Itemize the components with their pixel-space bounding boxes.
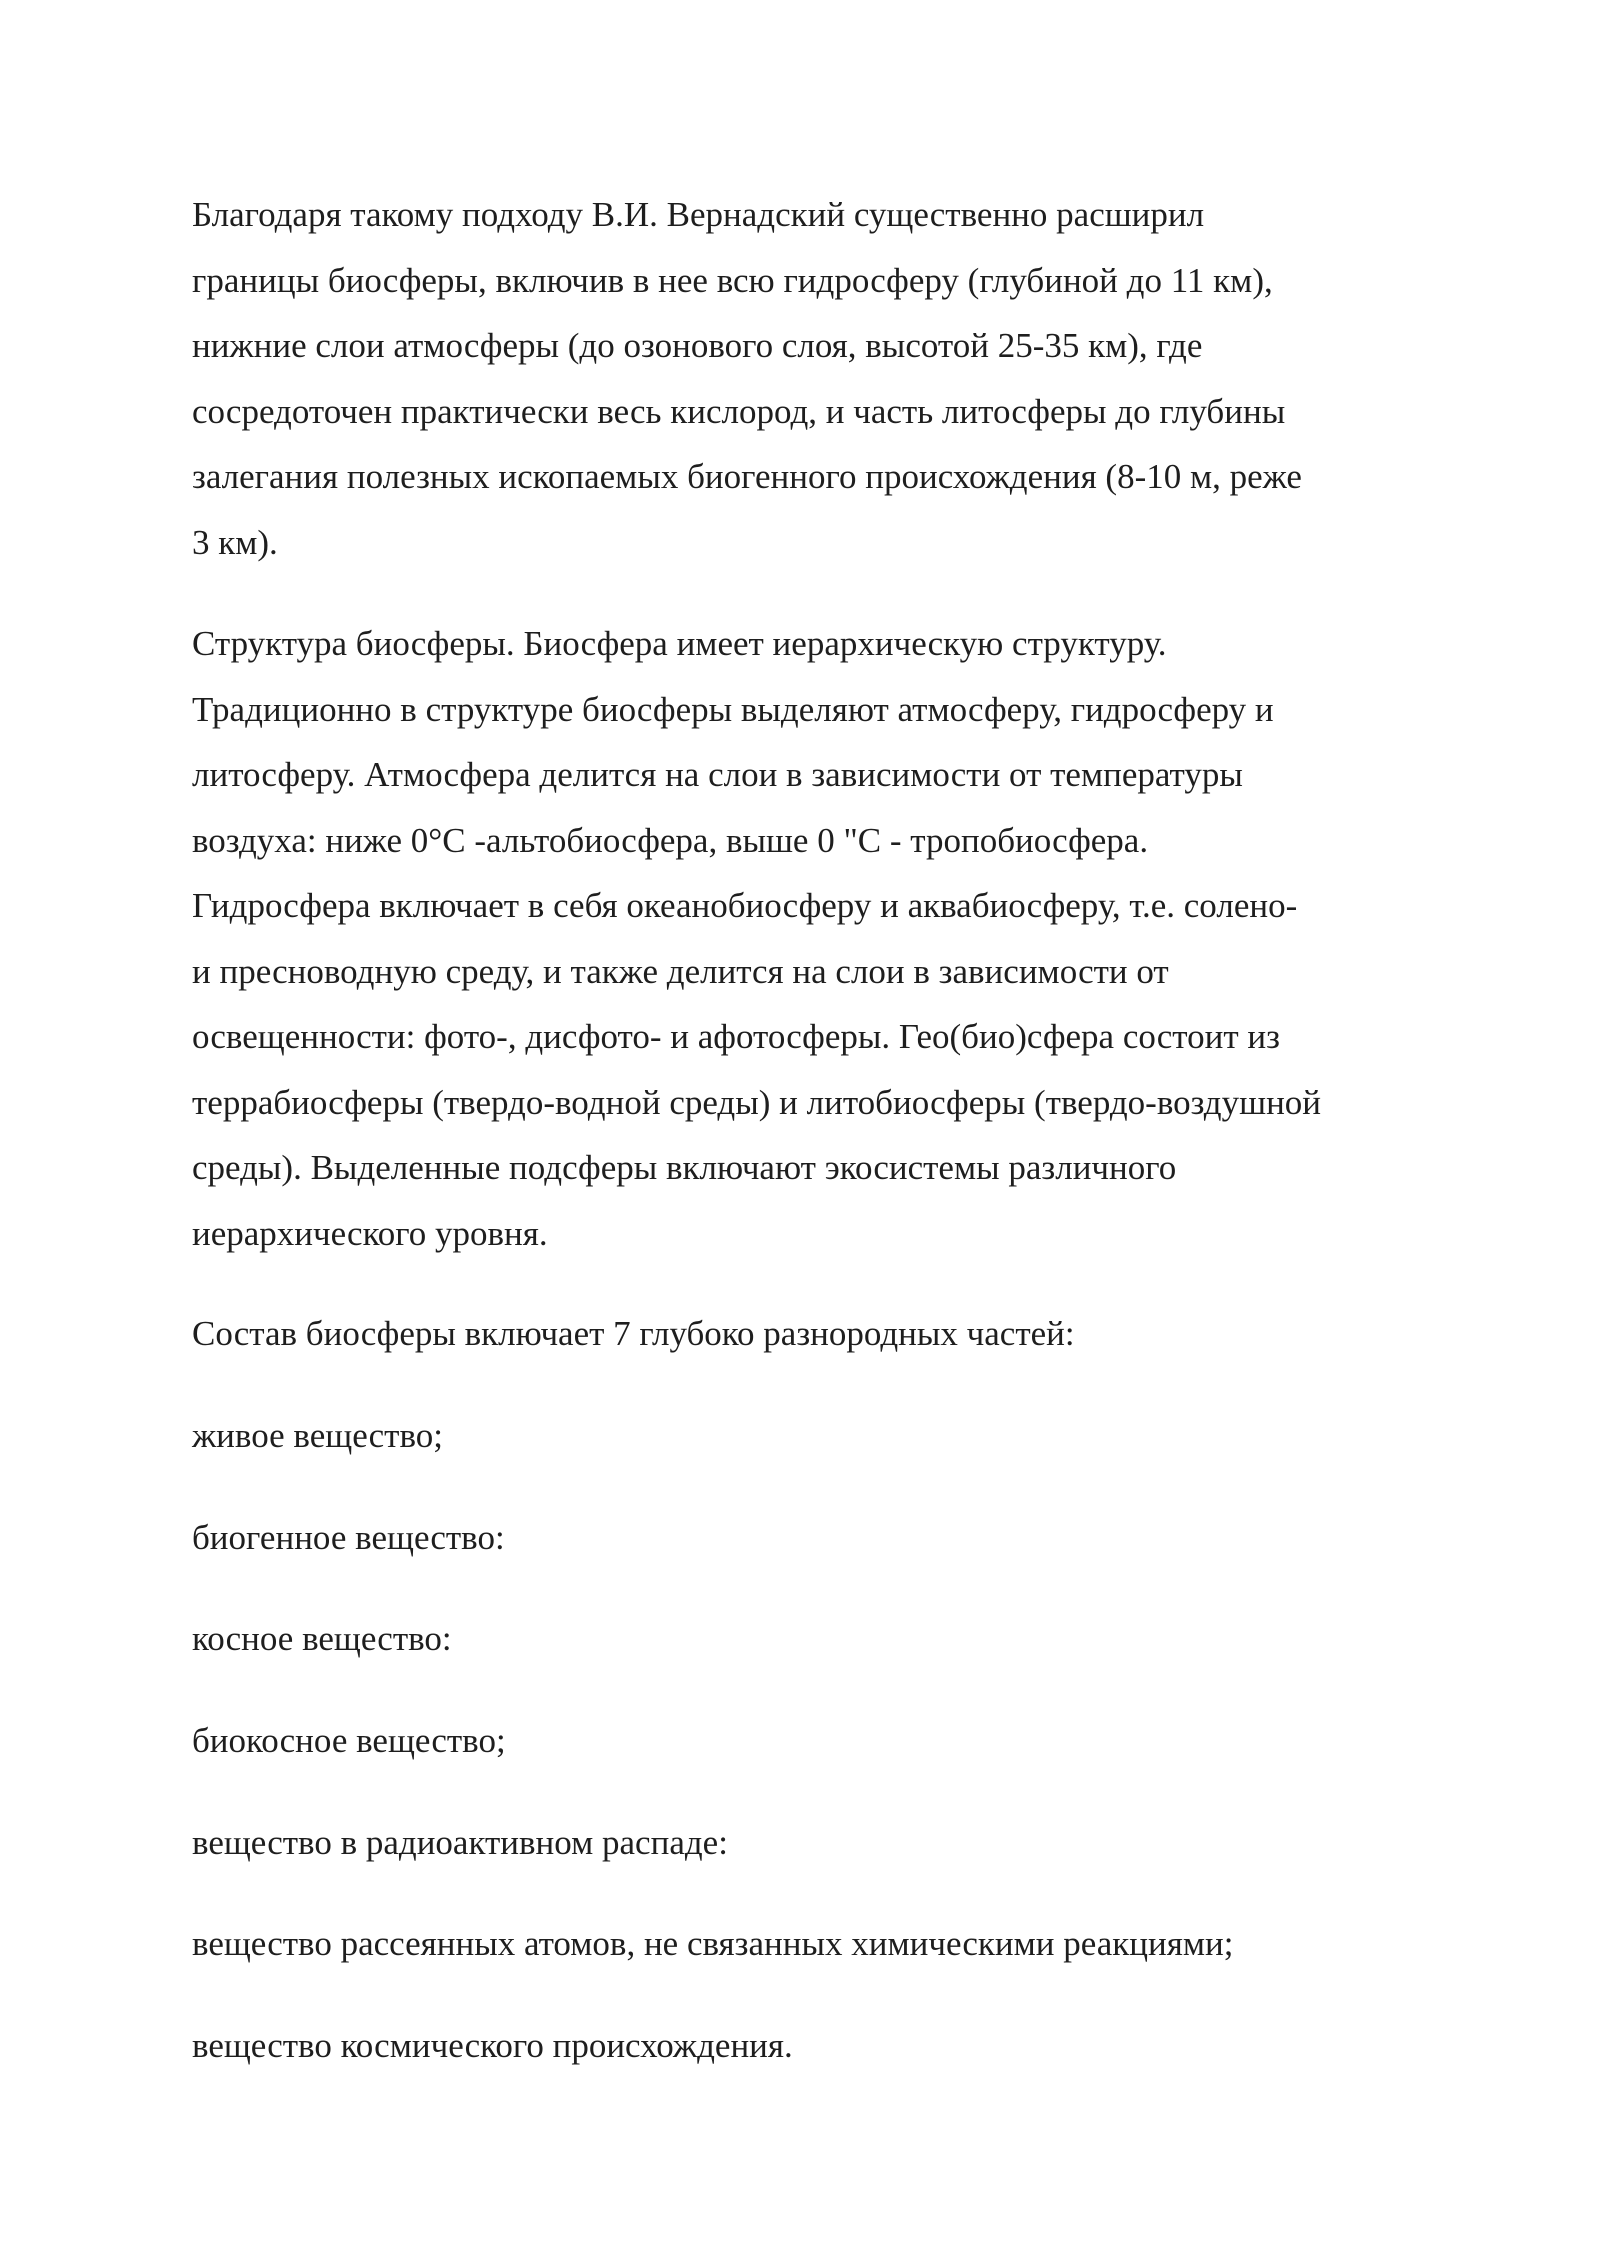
paragraph-line: сосредоточен практически весь кислород, и часть литосферы до глубины	[192, 391, 1286, 431]
paragraph-line: Состав биосферы включает 7 глубоко разнородных частей:	[192, 1314, 1075, 1353]
list-item: вещество рассеянных атомов, не связанных химическими реакциями;	[192, 1924, 1234, 1963]
paragraph-line: террабиосферы (твердо-водной среды) и литобиосферы (твердо-воздушной	[192, 1082, 1322, 1122]
paragraph-line: Гидросфера включает в себя океанобиосферу и аквабиосферу, т.е. солено-	[192, 886, 1298, 925]
paragraph-line: освещенности: фото-, дисфото- и афотосферы. Гео(био)сфера состоит из	[192, 1017, 1280, 1056]
paragraph-line: и пресноводную среду, и также делится на слои в зависимости от	[192, 951, 1169, 991]
list-item: вещество космического происхождения.	[192, 2026, 793, 2065]
list-item: биокосное вещество;	[192, 1721, 506, 1760]
list-item: биогенное вещество:	[192, 1518, 505, 1557]
list-item: вещество в радиоактивном распаде:	[192, 1823, 728, 1862]
paragraph-line: Структура биосферы. Биосфера имеет иерархическую структуру.	[192, 624, 1167, 663]
paragraph-biosphere-structure	[192, 611, 1422, 1266]
list-item: косное вещество:	[192, 1619, 452, 1658]
paragraph-biosphere-composition	[192, 1301, 1422, 1367]
paragraph-line: литосферу. Атмосфера делится на слои в зависимости от температуры	[192, 755, 1243, 794]
paragraph-line: воздуха: ниже 0°С -альтобиосфера, выше 0 "С - тропобиосфера.	[192, 820, 1149, 860]
paragraph-line: границы биосферы, включив в нее всю гидросферу (глубиной до 11 км),	[192, 260, 1273, 300]
paragraph-line: иерархического уровня.	[192, 1213, 548, 1253]
paragraph-line: Благодаря такому подходу В.И. Вернадский существенно расширил	[192, 195, 1205, 234]
paragraph-vernadsky-boundaries	[192, 182, 1422, 575]
paragraph-line: нижние слои атмосферы (до озонового слоя, высотой 25-35 км), где	[192, 326, 1203, 365]
paragraph-line: среды). Выделенные подсферы включают экосистемы различного	[192, 1148, 1177, 1187]
paragraph-line: залегания полезных ископаемых биогенного происхождения (8-10 м, реже	[192, 457, 1302, 496]
paragraph-line: 3 км).	[192, 522, 278, 562]
paragraph-line: Традиционно в структуре биосферы выделяют атмосферу, гидросферу и	[192, 689, 1274, 729]
list-item: живое вещество;	[192, 1416, 443, 1455]
